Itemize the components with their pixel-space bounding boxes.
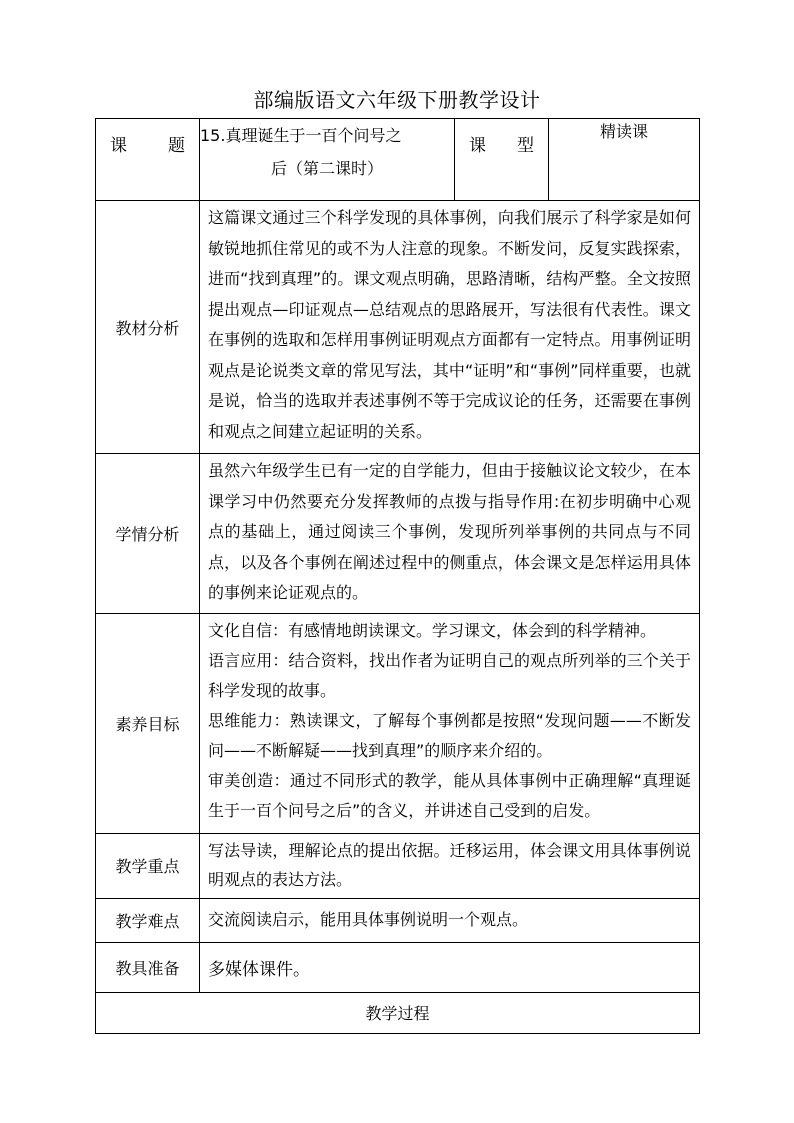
topic-label-cell xyxy=(96,119,200,201)
goals-cell xyxy=(200,613,700,833)
student-analysis-label: 学情分析 xyxy=(96,454,200,614)
difficulties-row xyxy=(96,898,700,942)
goal-item: 语言应用：结合资料，找出作者为证明自己的观点所列举的三个关于科学发现的故事。 xyxy=(208,650,691,700)
topic-line-2: 后（第二课时） xyxy=(270,159,383,178)
goals-list xyxy=(200,614,699,832)
difficulties-label: 教学难点 xyxy=(96,898,200,942)
type-label-cell xyxy=(455,119,549,201)
tools-cell xyxy=(200,942,700,992)
key-points-cell xyxy=(200,833,700,898)
topic-label-char-2: 题 xyxy=(168,136,185,156)
tools-label: 教具准备 xyxy=(96,942,200,992)
goal-item: 思维能力：熟读课文，了解每个事例都是按照“发现问题——不断发问——不断解疑——找到真理”的顺序来介绍的。 xyxy=(208,710,691,760)
material-analysis-label: 教材分析 xyxy=(96,201,200,454)
key-points-row xyxy=(96,833,700,898)
lesson-plan-table xyxy=(95,118,700,1034)
difficulties-text: 交流阅读启示，能用具体事例说明一个观点。 xyxy=(208,909,529,929)
material-analysis-text: 这篇课文通过三个科学发现的具体事例，向我们展示了科学家是如何敏锐地抓住常见的或不为人注意的现象。不断发问，反复实践探索，进而“找到真理”的。课文观点明确，思路清晰，结构严整。全文按照提出观点—印证观点—总结观点的思路展开，写法很有代表性。课文在事例的选取和怎样用事例证明观点方面都有一定特点。用事例证明观点是论说类文章的常见写法，其中“证明”和“事例”同样重要，也就是说，恰当的选取并表述事例不等于完成议论的任务，还需要在事例和观点之间建立起证明的关系。 xyxy=(208,208,691,441)
student-analysis-row xyxy=(96,454,700,614)
material-analysis-row xyxy=(96,201,700,454)
type-label-char-1: 课 xyxy=(469,136,486,156)
key-points-label: 教学重点 xyxy=(96,833,200,898)
material-analysis-cell xyxy=(200,201,700,454)
type-label-char-2: 型 xyxy=(517,136,534,156)
type-value: 精读课 xyxy=(549,119,700,201)
process-row xyxy=(96,992,700,1033)
topic-cell xyxy=(200,119,455,201)
goal-item: 审美创造：通过不同形式的教学，能从具体事例中正确理解“真理诞生于一百个问号之后”的含义，并讲述自己受到的启发。 xyxy=(208,770,691,820)
goal-item: 文化自信：有感情地朗读课文。学习课文，体会到的科学精神。 xyxy=(208,620,657,640)
topic-line-1: 15.真理诞生于一百个问号之 xyxy=(200,126,402,145)
student-analysis-cell xyxy=(200,454,700,614)
header-row xyxy=(96,119,700,201)
process-heading: 教学过程 xyxy=(96,992,700,1033)
student-analysis-text: 虽然六年级学生已有一定的自学能力，但由于接触议论文较少，在本课学习中仍然要充分发挥教师的点拨与指导作用:在初步明确中心观点的基础上，通过阅读三个事例，发现所列举事例的共同点与不同点，以及各个事例在阐述过程中的侧重点，体会课文是怎样运用具体的事例来论证观点的。 xyxy=(208,461,691,602)
difficulties-cell xyxy=(200,898,700,942)
tools-text: 多媒体课件。 xyxy=(208,959,310,980)
goals-label: 素养目标 xyxy=(96,613,200,833)
key-points-text: 写法导读，理解论点的提出依据。迁移运用，体会课文用具体事例说明观点的表达方法。 xyxy=(208,840,691,889)
goals-row xyxy=(96,613,700,833)
document-title: 部编版语文六年级下册教学设计 xyxy=(253,88,541,112)
topic-label-char-1: 课 xyxy=(110,136,127,156)
tools-row xyxy=(96,942,700,992)
